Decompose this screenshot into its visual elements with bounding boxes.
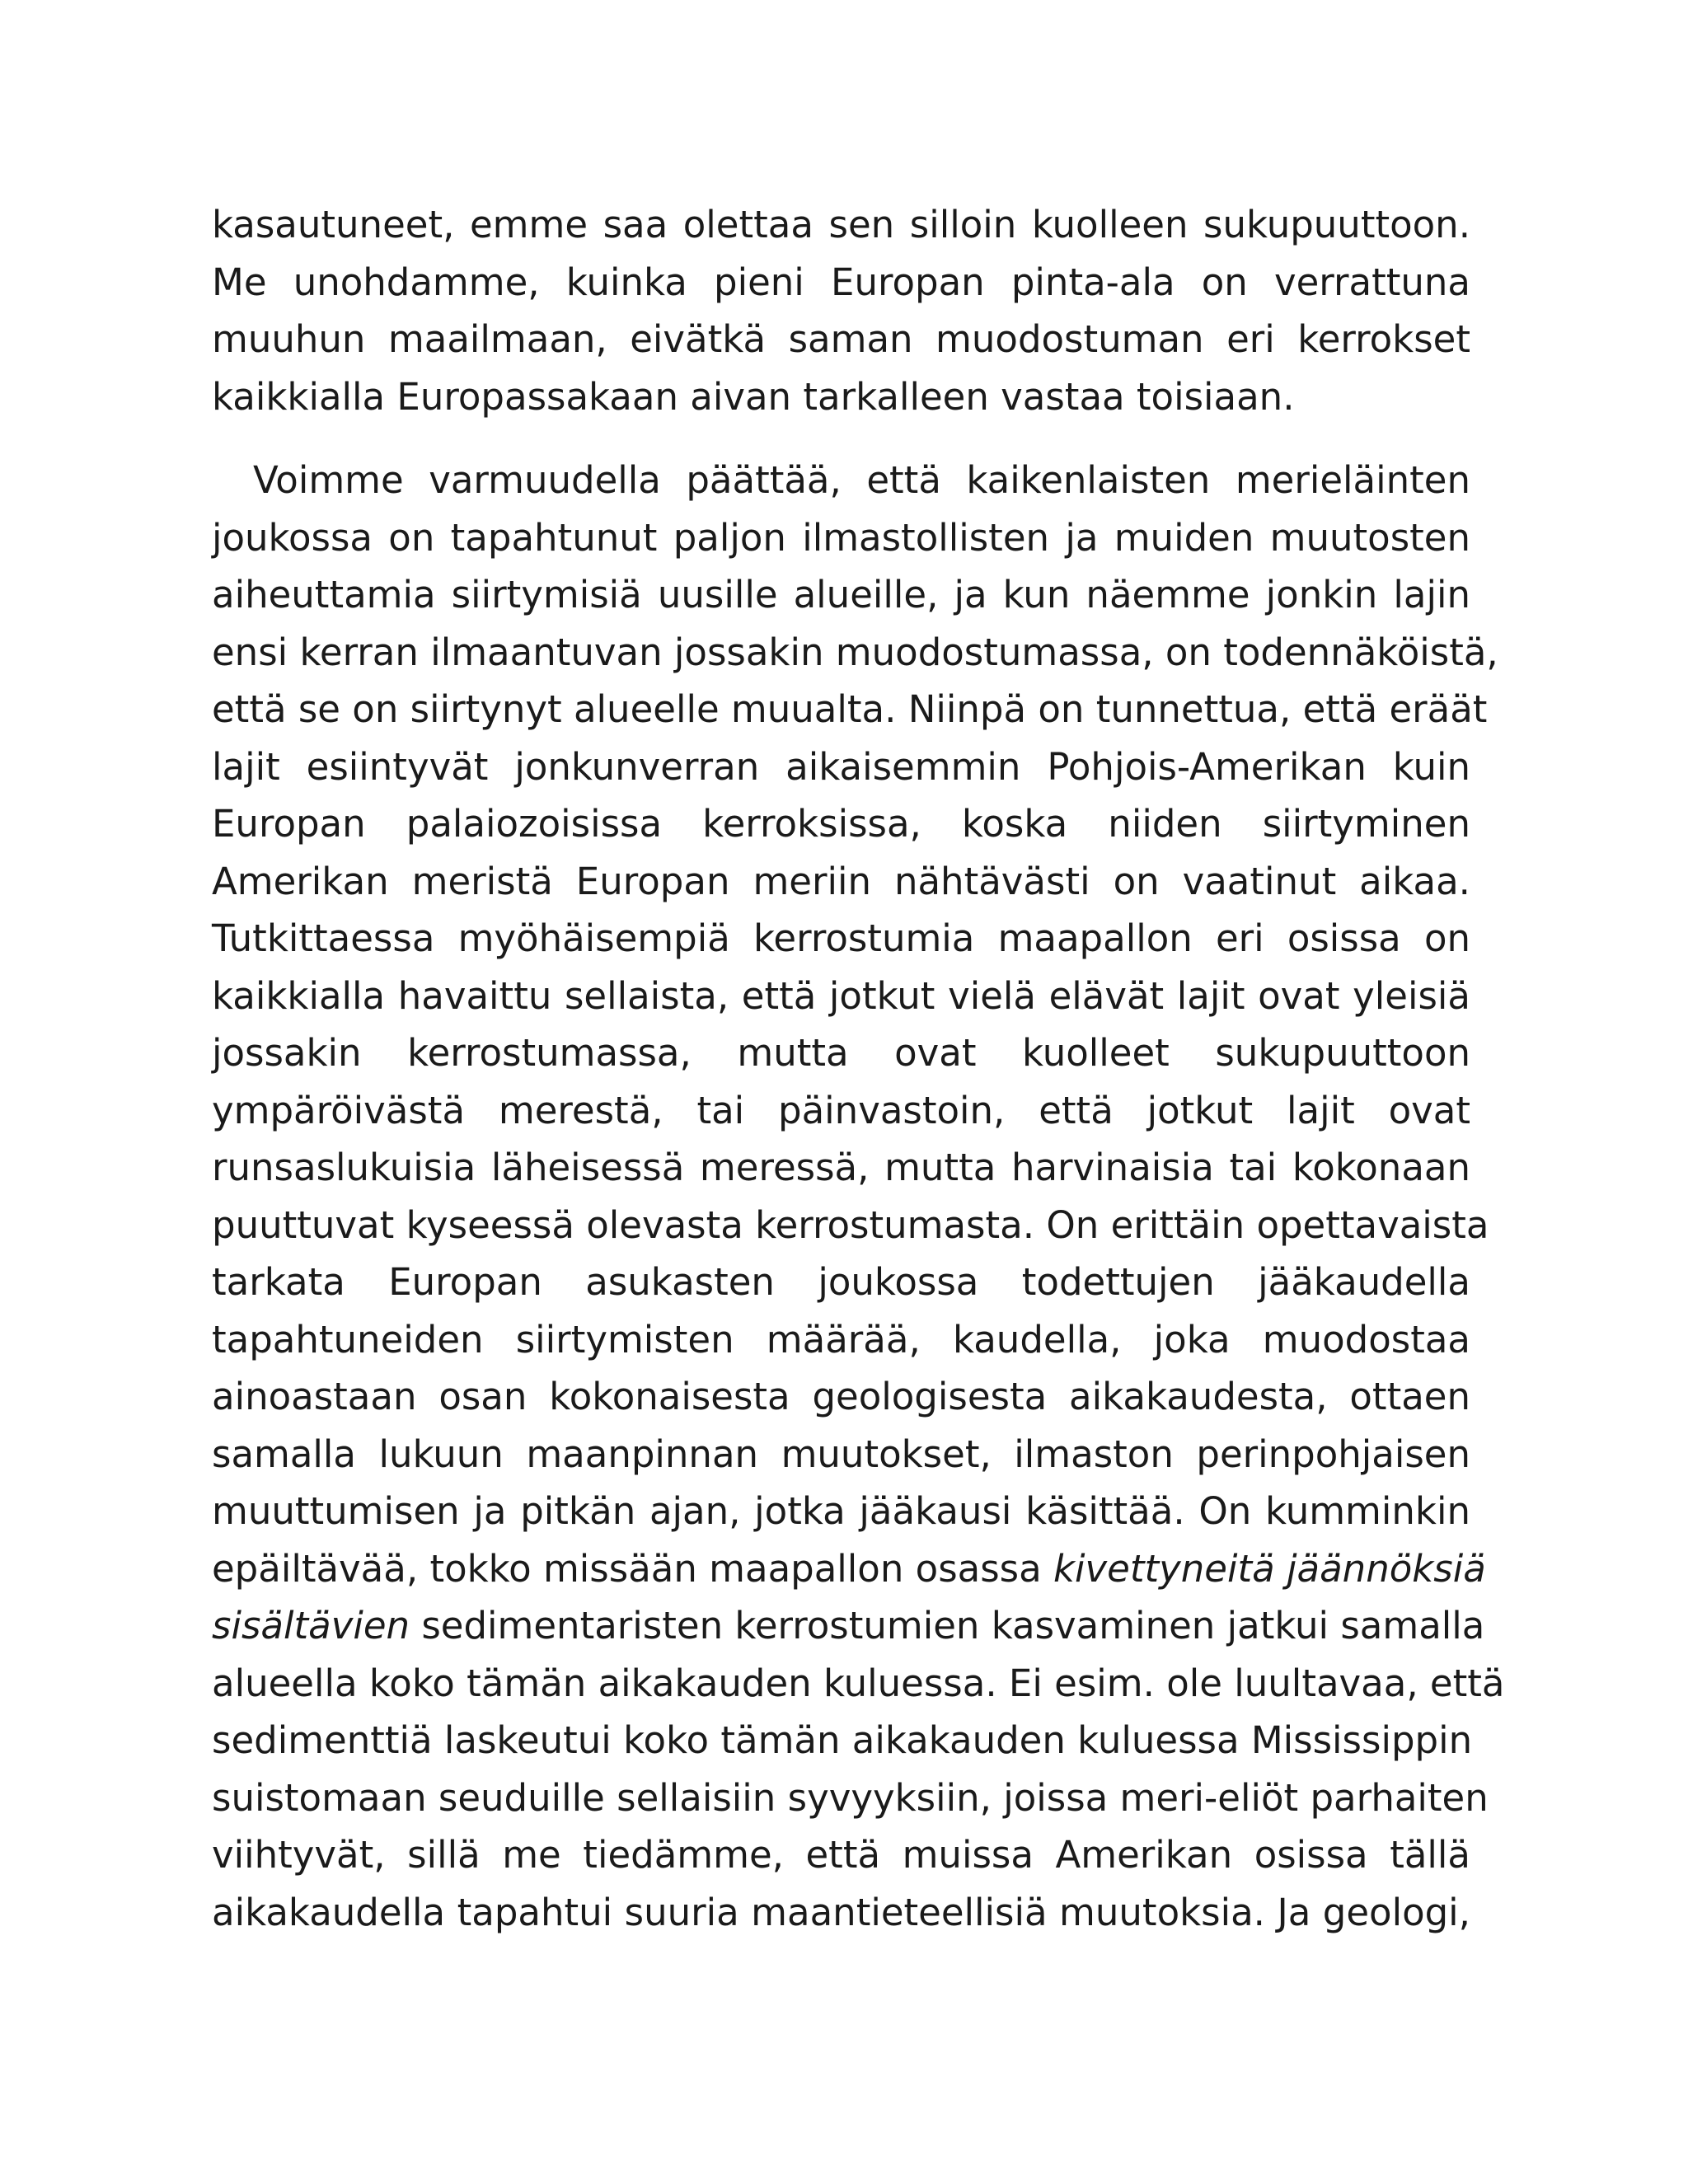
text-line: jossakin kerrostumassa, mutta ovat kuolleet sukupuuttoon xyxy=(212,1031,1470,1075)
text-segment: sedimentaristen kerrostumien kasvaminen jatkui samalla xyxy=(410,1604,1485,1647)
text-line: Amerikan meristä Europan meriin nähtävästi on vaatinut aikaa. xyxy=(212,859,1470,903)
text-line-with-italic xyxy=(212,1540,1486,1598)
text-line: kasautuneet, emme saa olettaa sen silloin kuolleen sukupuuttoon. xyxy=(212,203,1470,246)
text-line: Europan palaiozoisissa kerroksissa, koska niiden siirtyminen xyxy=(212,802,1470,846)
paragraph-1 xyxy=(212,196,1470,425)
text-line: ainoastaan osan kokonaisesta geologisesta aikakaudesta, ottaen xyxy=(212,1375,1470,1418)
text-line: lajit esiintyvät jonkunverran aikaisemmin Pohjois-Amerikan kuin xyxy=(212,744,1470,789)
text-line: tarkata Europan asukasten joukossa todettujen jääkaudella xyxy=(212,1260,1470,1304)
text-line: ympäröivästä merestä, tai päinvastoin, että jotkut lajit ovat xyxy=(212,1088,1470,1132)
text-line: suistomaan seuduille sellaisiin syvyyksiin, joissa meri-eliöt parhaiten xyxy=(212,1775,1489,1820)
body-text xyxy=(212,196,1505,1941)
text-line: muuhun maailmaan, eivätkä saman muodostuman eri kerrokset xyxy=(212,317,1470,361)
text-line: aiheuttamia siirtymisiä uusille alueille, ja kun näemme jonkin lajin xyxy=(212,573,1470,616)
text-line-with-italic xyxy=(212,1597,1485,1655)
text-line: Tutkittaessa myöhäisempiä kerrostumia maapallon eri osissa on xyxy=(212,916,1470,960)
text-line: tapahtuneiden siirtymisten määrää, kaudella, joka muodostaa xyxy=(212,1317,1470,1361)
italic-phrase: kivettyneitä jäännöksiä xyxy=(1053,1546,1486,1591)
text-line: sedimenttiä laskeutui koko tämän aikakauden kuluessa Mississippin xyxy=(212,1718,1473,1762)
italic-phrase: sisältävien xyxy=(212,1604,410,1647)
text-line: joukossa on tapahtunut paljon ilmastollisten ja muiden muutosten xyxy=(212,515,1470,560)
text-line: Voimme varmuudella päättää, että kaikenlaisten merieläinten xyxy=(253,458,1470,502)
text-line: ensi kerran ilmaantuvan jossakin muodostumassa, on todennäköistä, xyxy=(212,630,1498,674)
text-line: aikakaudella tapahtui suuria maantieteellisiä muutoksia. Ja geologi, xyxy=(212,1890,1470,1934)
text-line: muuttumisen ja pitkän ajan, jotka jääkausi käsittää. On kumminkin xyxy=(212,1489,1470,1533)
text-line: kaikkialla havaittu sellaista, että jotkut vielä elävät lajit ovat yleisiä xyxy=(212,973,1470,1018)
text-line: samalla lukuun maanpinnan muutokset, ilmaston perinpohjaisen xyxy=(212,1432,1470,1476)
text-segment: epäiltävää, tokko missään maapallon osassa xyxy=(212,1546,1053,1591)
paragraph-gap xyxy=(212,425,1470,452)
text-line: alueella koko tämän aikakauden kuluessa. Ei esim. ole luultavaa, että xyxy=(212,1661,1505,1705)
text-line: puuttuvat kyseessä olevasta kerrostumasta. On erittäin opettavaista xyxy=(212,1202,1489,1247)
text-line: Me unohdamme, kuinka pieni Europan pinta-ala on verrattuna xyxy=(212,260,1470,304)
text-line: viihtyvät, sillä me tiedämme, että muissa Amerikan osissa tällä xyxy=(212,1833,1470,1877)
paragraph-2 xyxy=(212,452,1505,1941)
text-line: kaikkialla Europassakaan aivan tarkalleen vastaa toisiaan. xyxy=(212,374,1295,419)
text-line: runsaslukuisia läheisessä meressä, mutta harvinaisia tai kokonaan xyxy=(212,1146,1470,1189)
text-line: että se on siirtynyt alueelle muualta. Niinpä on tunnettua, että eräät xyxy=(212,687,1488,731)
